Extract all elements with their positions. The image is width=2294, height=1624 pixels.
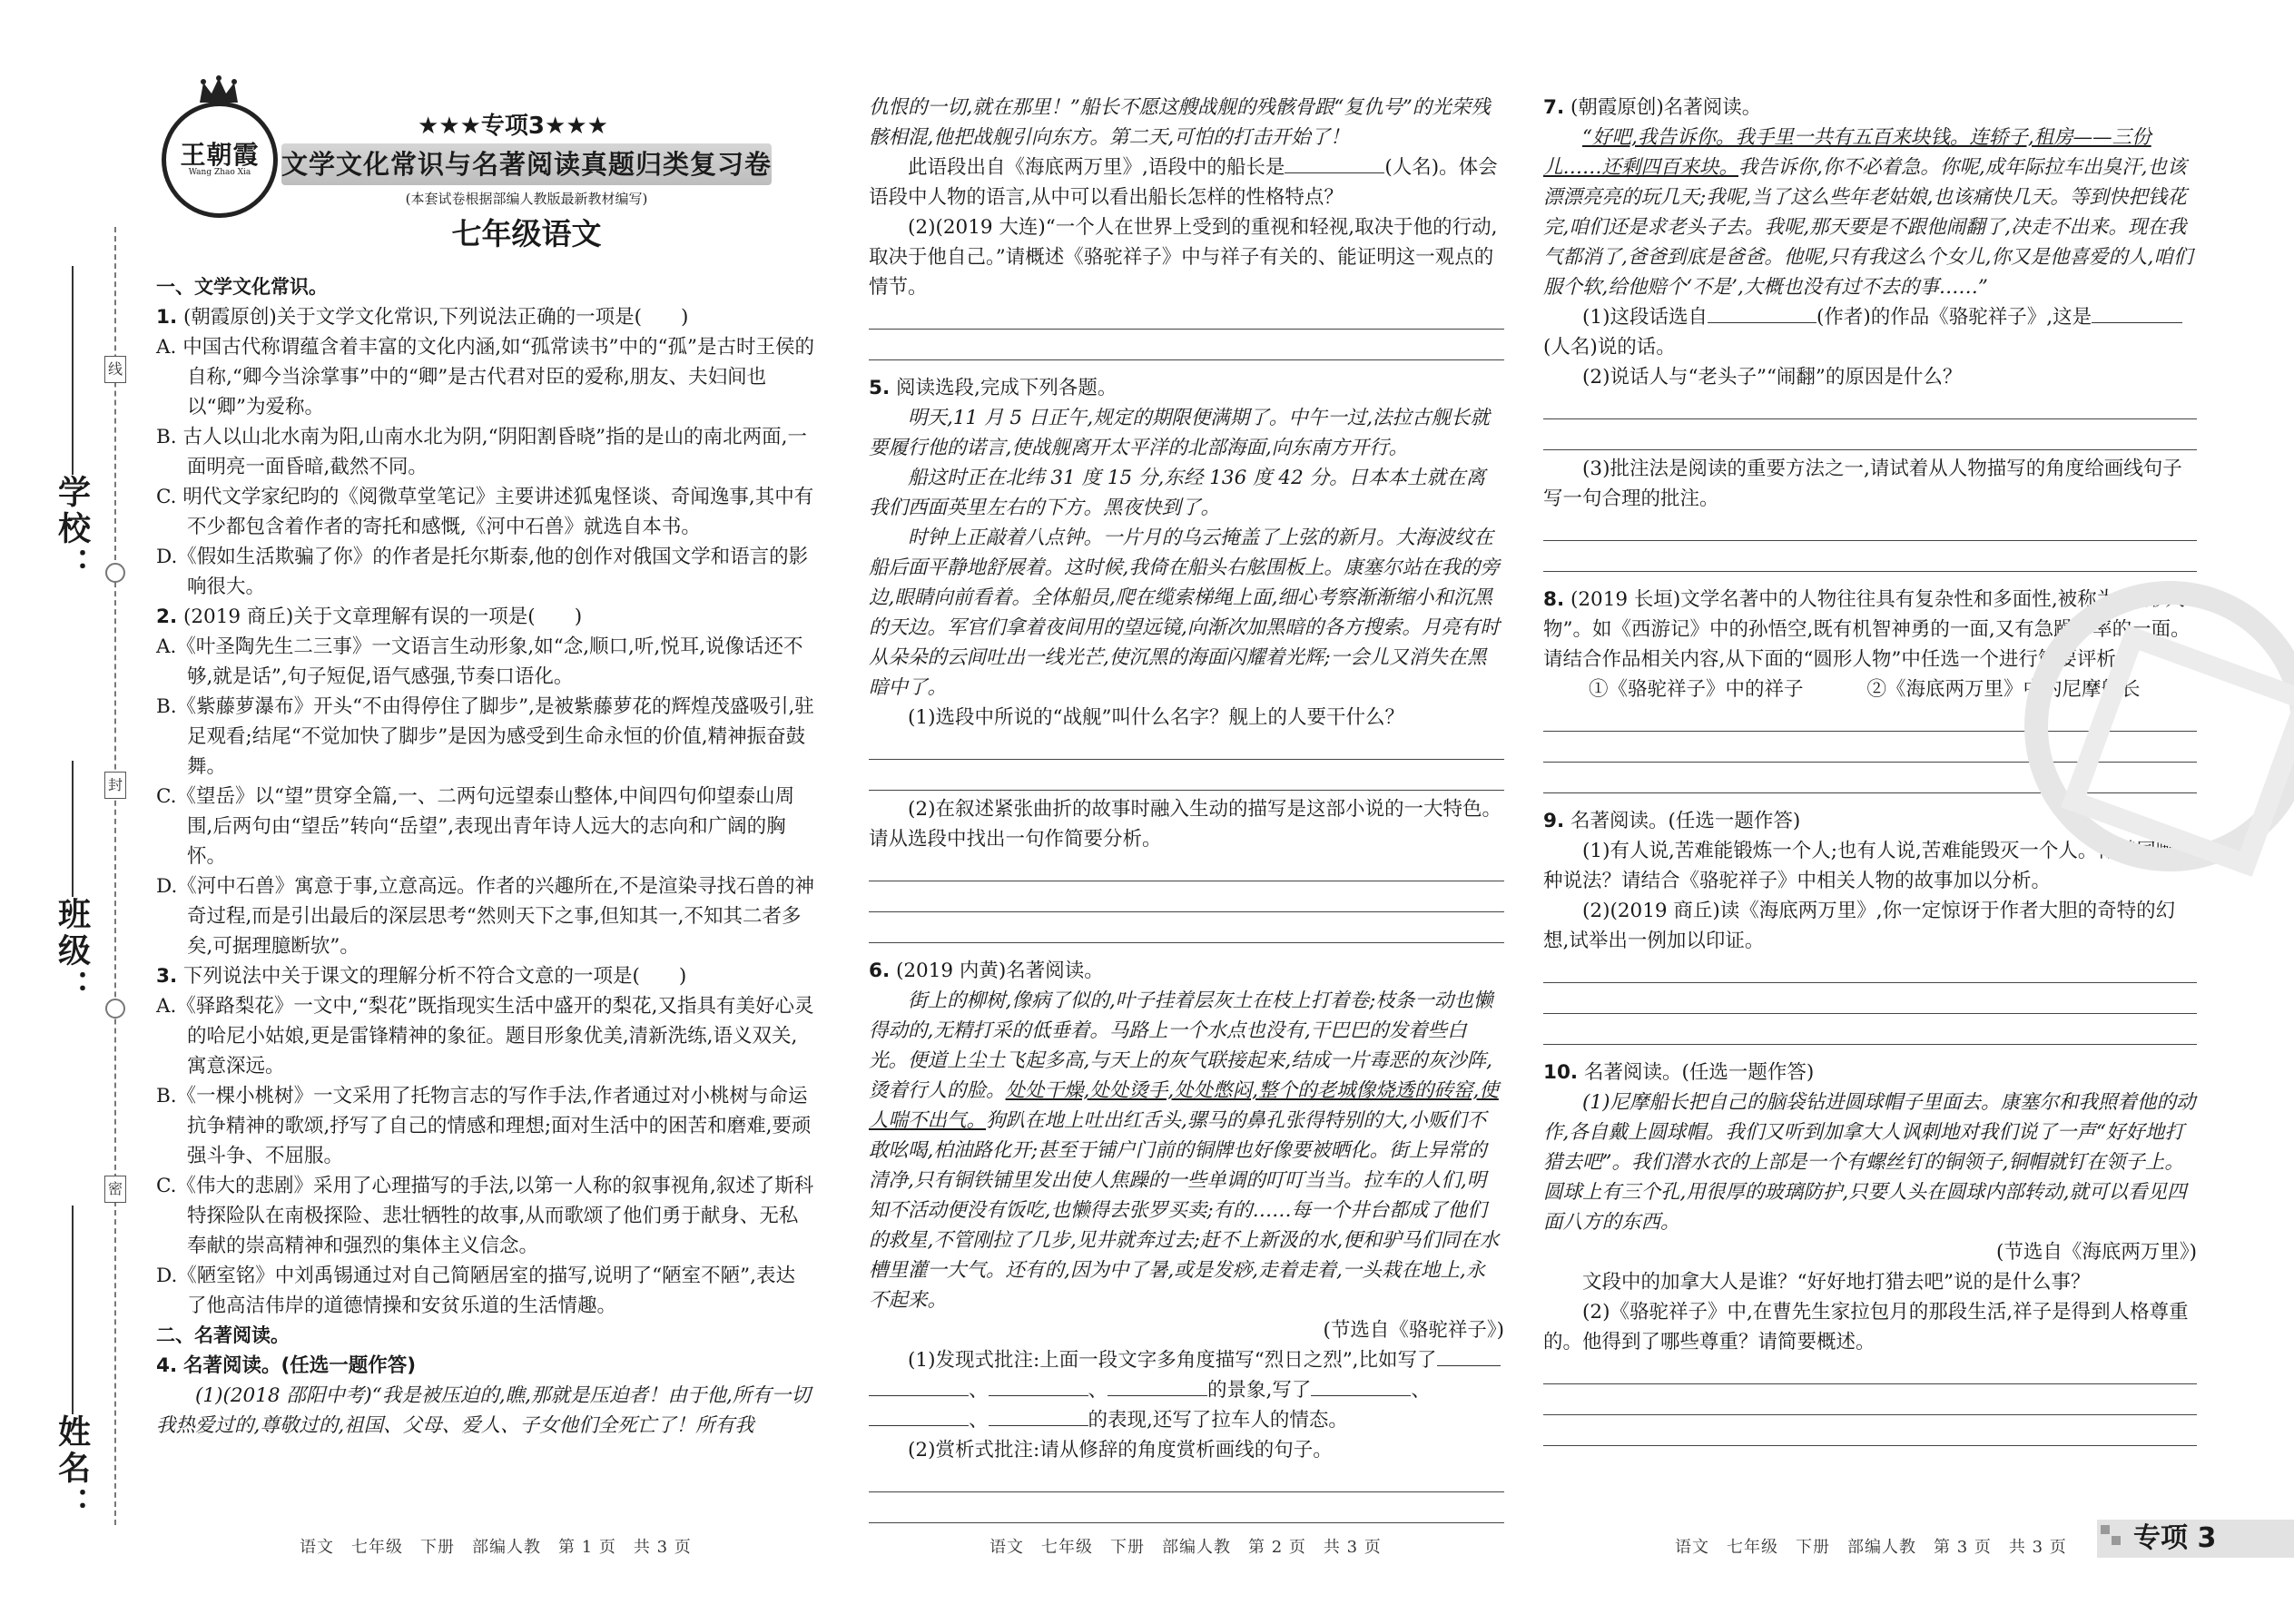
column-1 <box>156 272 814 1441</box>
school-field[interactable] <box>36 259 109 584</box>
passage-text: “好吧,我告诉你。我手里一共有五百来块钱。连轿子,租房——三份儿……还剩四百来块。我告诉你,你不必着急。你呢,成年际拉车出臭汗,也该漂漂亮亮的玩几天;我呢,当了这么些年老姑娘,也该痛快几天。等到快把钱花完,咱们还是求老头子去。我呢,那天要是不跟他闹翻了,决走不出来。现在我气都消了,爸爸到底是爸爸。他呢,只有我这么个女儿,你又是他喜爱的人,咱们服个软,给他赔个‘不是’,大概也没有过不去的事……” <box>1543 126 2193 299</box>
question-stem: 名著阅读。(任选一题作答) <box>1570 810 1801 832</box>
binding-strip <box>0 0 150 1624</box>
class-field[interactable] <box>36 753 109 1006</box>
series-label: ★★★专项3★★★ <box>418 113 608 140</box>
section-heading: 二、名著阅读。 <box>156 1324 290 1346</box>
passage-text: 仇恨的一切,就在那里！”船长不愿这艘战舰的残骸骨跟“复仇号”的光荣残骸相混,他把战舰引向东方。第二天,可怕的打击开始了！ <box>869 96 1491 149</box>
crown-icon <box>196 75 241 104</box>
answer-blank[interactable] <box>1311 1375 1411 1396</box>
option-a[interactable]: A. 中国古代称谓蕴含着丰富的文化内涵,如“孤常读书”中的“孤”是古时王侯的自称,“卿今当涂掌事”中的“卿”是古代君对臣的爱称,朋友、夫妇间也以“卿”为爱称。 <box>156 336 814 418</box>
question-stem: 名著阅读。(任选一题作答) <box>182 1354 417 1377</box>
passage-text: (1)(2018 邵阳中考)“我是被压迫的,瞧,那就是压迫者！由于他,所有一切我热爱过的,尊敬过的,祖国、父母、爱人、子女他们全死亡了！所有我 <box>156 1384 811 1437</box>
answer-line[interactable] <box>1543 1419 2197 1446</box>
binding-mark-feng: 封 <box>104 772 126 799</box>
option-c[interactable]: C. 明代文学家纪昀的《阅微草堂笔记》主要讲述狐鬼怪谈、奇闻逸事,其中有不少都包含着作者的寄托和感慨,《河中石兽》就选自本书。 <box>156 486 814 538</box>
passage-text: (1)尼摩船长把自己的脑袋钻进圆球帽子里面去。康塞尔和我照着他的动作,各自戴上圆球帽。我们又听到加拿大人讽刺地对我们说了一声“好好地打猎去吧”。我们潜水衣的上部是一个有螺丝钉的铜领子,铜帽就钉在领子上。圆球上有三个孔,用很厚的玻璃防护,只要人头在圆球内部转动,就可以看见四面八方的东西。 <box>1543 1091 2196 1234</box>
passage-text: 街上的柳树,像病了似的,叶子挂着层灰土在枝上打着卷;枝条一动也懒得动的,无精打采的低垂着。马路上一个水点也没有,干巴巴的发着些白光。便道上尘土飞起多高,与天上的灰气联接起来,结成一片毒恶的灰沙阵,烫着行人的脸。处处干燥,处处烫手,处处憋闷,整个的老城像烧透的砖窑,使人喘不出气。狗趴在地上吐出红舌头,骡马的鼻孔张得特别的大,小贩们不敢吆喝,柏油路化开;甚至于铺户门前的铜牌也好像要被晒化。街上异常的清净,只有铜铁铺里发出使人焦躁的一些单调的叮叮当当。拉车的人们,明知不活动便没有饭吃,也懒得去张罗买卖;有的……每一个井台都成了他们的救星,不管刚拉了几步,见井就奔过去;赶不上新汲的水,便和驴马们同在水槽里灌一大气。还有的,因为中了暑,或是发痧,走着走着,一头栽在地上,永不起来。 <box>869 989 1500 1312</box>
footer-badge: 专项 3 <box>2097 1520 2294 1558</box>
option-b[interactable]: B.《紫藤萝瀑布》开头“不由得停住了脚步”,是被紫藤萝花的辉煌茂盛吸引,驻足观看;结尾“不觉加快了脚步”是因为感受到生命永恒的价值,精神振奋鼓舞。 <box>156 695 814 778</box>
question-7: 7. (朝霞原创)名著阅读。 “好吧,我告诉你。我手里一共有五百来块钱。连轿子,租房——三份儿……还剩四百来块。我告诉你,你不必着急。你呢,成年际拉车出臭汗,也该漂漂亮亮的玩几天;我呢,当了这么些年老姑娘,也该痛快几天。等到快把钱花完,咱们还是求老头子去。我呢,那天要是不跟他闹翻了,决走不出来。现在我气都消了,爸爸到底是爸爸。他呢,只有我这么个女儿,你又是他喜爱的人,咱们服个软,给他赔个‘不是’,大概也没有过不去的事……” (1)这段话选自 (作者)的作品《骆驼祥子》,这是(人名)说的话。 (2)说话人与“老头子”“闹翻”的原因是什么？ (3)批注法是阅读的重要方法之一,请试着从人物描写的角度给画线句子写一句合理的批注。 <box>1543 93 2197 572</box>
choice-1[interactable]: ①《骆驼祥子》中的祥子 <box>1589 678 1804 701</box>
source-note: (节选自《骆驼祥子》) <box>1323 1319 1504 1342</box>
answer-line[interactable] <box>869 885 1504 912</box>
answer-blank[interactable] <box>1437 1345 1501 1366</box>
option-a[interactable]: A.《驿路梨花》一文中,“梨花”既指现实生活中盛开的梨花,又指具有美好心灵的哈尼小姑娘,更是雷锋精神的象征。题目形象优美,清新洗练,语义双关,寓意深远。 <box>156 995 814 1078</box>
paper-title: 文学文化常识与名著阅读真题归类复习卷 <box>281 143 772 185</box>
answer-line[interactable] <box>869 763 1504 791</box>
answer-blank[interactable] <box>989 1375 1088 1396</box>
option-a[interactable]: A.《叶圣陶先生二三事》一文语言生动形象,如“念,顺口,听,悦耳,说像话还不够,就是话”,句子短促,语气感强,节奏口语化。 <box>156 635 803 688</box>
question-3: 3. 下列说法中关于课文的理解分析不符合文意的一项是( ) A.《驿路梨花》一文中,“梨花”既指现实生活中盛开的梨花,又指具有美好心灵的哈尼小姑娘,更是雷锋精神的象征。题目形象优美,清新洗练,语义双关,寓意深远。 B.《一棵小桃树》一文采用了托物言志的写作手法,作者通过对小桃树与命运抗争精神的歌颂,抒写了自己的情感和理想;面对生活中的困苦和磨难,要顽强斗争、不屈服。 C.《伟大的悲剧》采用了心理描写的手法,以第一人称的叙事视角,叙述了斯科特探险队在南极探险、悲壮牺牲的故事,从而歌颂了他们勇于献身、无私奉献的崇高精神和强烈的集体主义信念。 D.《陋室铭》中刘禹锡通过对自己简陋居室的描写,说明了“陋室不陋”,表达了他高洁伟岸的道德情操和安贫乐道的生活情趣。 <box>156 961 814 1321</box>
sub-question: (2)说话人与“老头子”“闹翻”的原因是什么？ <box>1582 366 1963 389</box>
answer-line[interactable] <box>1543 545 2197 572</box>
option-c[interactable]: C.《望岳》以“望”贯穿全篇,一、二两句远望泰山整体,中间四句仰望泰山周围,后两句由“望岳”转向“岳望”,表现出青年诗人远大的志向和广阔的胸怀。 <box>156 785 795 868</box>
sub-question: (2)赏析式批注:请从修辞的角度赏析画线的句子。 <box>908 1439 1333 1462</box>
answer-blank[interactable] <box>2092 302 2182 323</box>
question-2: 2. (2019 商丘)关于文章理解有误的一项是( ) A.《叶圣陶先生二三事》一文语言生动形象,如“念,顺口,听,悦耳,说像话还不够,就是话”,句子短促,语气感强,节奏口语化。 B.《紫藤萝瀑布》开头“不由得停住了脚步”,是被紫藤萝花的辉煌茂盛吸引,驻足观看;结尾“不觉加快了脚步”是因为感受到生命永恒的价值,精神振奋鼓舞。 C.《望岳》以“望”贯穿全篇,一、二两句远望泰山整体,中间四句仰望泰山周围,后两句由“望岳”转向“岳望”,表现出青年诗人远大的志向和广阔的胸怀。 D.《河中石兽》寓意于事,立意高远。作者的兴趣所在,不是渲染寻找石兽的神奇过程,而是引出最后的深层思考“然则天下之事,但知其一,不知其二者多矣,可据理臆断欤”。 <box>156 602 814 961</box>
option-d[interactable]: D.《河中石兽》寓意于事,立意高远。作者的兴趣所在,不是渲染寻找石兽的神奇过程,而是引出最后的深层思考“然则天下之事,但知其一,不知其二者多矣,可据理臆断欤”。 <box>156 875 814 958</box>
answer-line[interactable] <box>869 733 1504 760</box>
answer-line[interactable] <box>1543 1388 2197 1415</box>
question-stem: 下列说法中关于课文的理解分析不符合文意的一项是( ) <box>182 965 687 988</box>
sub-question: 文段中的加拿大人是谁？“好好地打猎去吧”说的是什么事？ <box>1582 1271 2091 1294</box>
answer-blank[interactable] <box>869 1375 969 1396</box>
publisher-logo <box>162 102 278 218</box>
option-d[interactable]: D.《假如生活欺骗了你》的作者是托尔斯泰,他的创作对俄国文学和语言的影响很大。 <box>156 546 809 598</box>
column-2: 仇恨的一切,就在那里！”船长不愿这艘战舰的残骸骨跟“复仇号”的光荣残骸相混,他把战舰引向东方。第二天,可怕的打击开始了！ 此语段出自《海底两万里》,语段中的船长是 (人名)。体会语段中人物的语言,从中可以看出船长怎样的性格特点？ (2)(2019 大连)“一个人在世界上受到的重视和轻视,取决于他的行动,取决于他自己。”请概述《骆驼祥子》中与祥子有关的、能证明这一观点的情节。 5. 阅读选段,完成下列各题。 明天,11 月 5 日正午,规定的期限便满期了。中午一过,法拉古舰长就要履行他的诺言,使战舰离开太平洋的北部海面,向东南方开行。 船这时正在北纬 31 度 15 分,东经 136 度 42 分。日本本土就在离我们西面英里左右的下方。黑夜快到了。 时钟上正敲着八点钟。一片月的乌云掩盖了上弦的新月。大海波纹在船后面平静地舒展着。这时候,我倚在船头右舷围板上。康塞尔站在我的旁边,眼睛向前看着。全体船员,爬在缆索梯绳上面,细心考察渐渐缩小和沉黑的天边。军官们拿着夜间用的望远镜,向渐次加黑暗的各方搜索。月亮有时从朵朵的云间吐出一线光芒,使沉黑的海面闪耀着光辉;一会儿又消失在黑暗中了。 (1)选段中所说的“战舰”叫什么名字？舰上的人要干什么？ (2)在叙述紧张曲折的故事时融入生动的描写是这部小说的一大特色。请从选段中找出一句作简要分析。 6. (2019 内黄)名著阅读。 街上的柳树,像病了似的,叶子挂着层灰土在枝上打着卷;枝条一动也懒得动的,无精打采的低垂着。马路上一个水点也没有,干巴巴的发着些白光。便道上尘土飞起多高,与天上的灰气联接起来,结成一片毒恶的灰沙阵,烫着行人的脸。处处干燥,处处烫手,处处憋闷,整个的老城像烧透的砖窑,使人喘不出气。狗趴在地上吐出红舌头,骡马的鼻孔张得特别的大,小贩们不敢吆喝,柏油路化开;甚至于铺户门前的铜牌也好像要被晒化。街上异常的清净,只有铜铁铺里发出使人焦躁的一些单调的叮叮当当。拉车的人们,明知不活动便没有饭吃,也懒得去张罗买卖;有的……每一个井台都成了他们的救星,不管刚拉了几步,见井就奔过去;赶不上新汲的水,便和驴马们同在水槽里灌一大气。还有的,因为中了暑,或是发痧,走着走着,一头栽在地上,永不起来。 (节选自《骆驼祥子》) (1)发现式批注:上面一段文字多角度描写“烈日之烈”,比如写了 、 、 的景象,写了 、、 的表现,还写了拉车人的情态。 (2)赏析式批注:请从修辞的角度赏析画线的句子。 <box>869 93 1504 1527</box>
answer-line[interactable] <box>1543 423 2197 450</box>
answer-blank[interactable] <box>1108 1375 1207 1396</box>
underlined-sentence: “好吧,我告诉你。我手里一共有五百来块钱。连轿子,租房——三份儿……还剩四百来块。 <box>1543 126 2151 179</box>
answer-blank[interactable] <box>869 1405 969 1426</box>
sub-question: (1)有人说,苦难能锻炼一个人;也有人说,苦难能毁灭一个人。你赞同哪一种说法？请结合《骆驼祥子》中相关人物的故事加以分析。 <box>1543 840 2195 892</box>
binding-mark-xian: 线 <box>104 356 126 383</box>
answer-line[interactable] <box>1543 956 2197 983</box>
answer-line[interactable] <box>869 1465 1504 1492</box>
question-5: 5. 阅读选段,完成下列各题。 明天,11 月 5 日正午,规定的期限便满期了。中午一过,法拉古舰长就要履行他的诺言,使战舰离开太平洋的北部海面,向东南方开行。 船这时正在北纬 31 度 15 分,东经 136 度 42 分。日本本土就在离我们西面英里左右的下方。黑夜快到了。 时钟上正敲着八点钟。一片月的乌云掩盖了上弦的新月。大海波纹在船后面平静地舒展着。这时候,我倚在船头右舷围板上。康塞尔站在我的旁边,眼睛向前看着。全体船员,爬在缆索梯绳上面,细心考察渐渐缩小和沉黑的天边。军官们拿着夜间用的望远镜,向渐次加黑暗的各方搜索。月亮有时从朵朵的云间吐出一线光芒,使沉黑的海面闪耀着光辉;一会儿又消失在黑暗中了。 (1)选段中所说的“战舰”叫什么名字？舰上的人要干什么？ (2)在叙述紧张曲折的故事时融入生动的描写是这部小说的一大特色。请从选段中找出一句作简要分析。 <box>869 373 1504 943</box>
question-8: 8. (2019 长垣)文学名著中的人物往往具有复杂性和多面性,被称为“圆形人物”。如《西游记》中的孙悟空,既有机智神勇的一面,又有急躁草率的一面。请结合作品相关内容,从下面的“圆形人物”中任选一个进行简要评析。 ①《骆驼祥子》中的祥子 ②《海底两万里》中的尼摩船长 <box>1543 585 2197 793</box>
sub-question: (2)(2019 大连)“一个人在世界上受到的重视和轻视,取决于他的行动,取决于他自己。”请概述《骆驼祥子》中与祥子有关的、能证明这一观点的情节。 <box>869 216 1498 299</box>
answer-line[interactable] <box>869 302 1504 330</box>
page-footer-1: 语文 七年级 下册 部编人教 第 1 页 共 3 页 <box>300 1538 692 1557</box>
passage-text: 明天,11 月 5 日正午,规定的期限便满期了。中午一过,法拉古舰长就要履行他的诺言,使战舰离开太平洋的北部海面,向东南方开行。 <box>869 407 1491 459</box>
sub-question: (2)(2019 商丘)读《海底两万里》,你一定惊讶于作者大胆的奇特的幻想,试举出一例加以印证。 <box>1543 900 2176 952</box>
binding-dashed-line <box>114 227 116 1525</box>
question-9: 9. 名著阅读。(任选一题作答) (1)有人说,苦难能锻炼一个人;也有人说,苦难能毁灭一个人。你赞同哪一种说法？请结合《骆驼祥子》中相关人物的故事加以分析。 (2)(2019 商丘)读《海底两万里》,你一定惊讶于作者大胆的奇特的幻想,试举出一例加以印证。 <box>1543 806 2197 1045</box>
name-field[interactable] <box>36 1198 109 1523</box>
answer-line[interactable] <box>1543 392 2197 419</box>
option-c[interactable]: C.《伟大的悲剧》采用了心理描写的手法,以第一人称的叙事视角,叙述了斯科特探险队在南极探险、悲壮牺牲的故事,从而歌颂了他们勇于献身、无私奉献的崇高精神和强烈的集体主义信念。 <box>156 1175 814 1257</box>
name-label: 姓名： <box>53 1414 92 1523</box>
question-1: 1. (朝霞原创)关于文学文化常识,下列说法正确的一项是( ) A. 中国古代称谓蕴含着丰富的文化内涵,如“孤常读书”中的“孤”是古时王侯的自称,“卿今当涂掌事”中的“卿”是古代君对臣的爱称,朋友、夫妇间也以“卿”为爱称。 B. 古人以山北水南为阳,山南水北为阴,“阴阳割昏晓”指的是山的南北两面,一面明亮一面昏暗,截然不同。 C. 明代文学家纪昀的《阅微草堂笔记》主要讲述狐鬼怪谈、奇闻逸事,其中有不少都包含着作者的寄托和感慨,《河中石兽》就选自本书。 D.《假如生活欺骗了你》的作者是托尔斯泰,他的创作对俄国文学和语言的影响很大。 <box>156 302 814 602</box>
option-b[interactable]: B. 古人以山北水南为阳,山南水北为阴,“阴阳割昏晓”指的是山的南北两面,一面明亮一面昏暗,截然不同。 <box>156 426 807 478</box>
option-d[interactable]: D.《陋室铭》中刘禹锡通过对自己简陋居室的描写,说明了“陋室不陋”,表达了他高洁伟岸的道德情操和安贫乐道的生活情趣。 <box>156 1265 795 1317</box>
question-stem: (朝霞原创)关于文学文化常识,下列说法正确的一项是( ) <box>182 306 689 329</box>
answer-line[interactable] <box>869 1496 1504 1523</box>
source-note: (节选自《海底两万里》) <box>1995 1241 2197 1264</box>
answer-blank[interactable] <box>1285 153 1384 173</box>
answer-blank[interactable] <box>989 1405 1088 1426</box>
question-4: 4. 名著阅读。(任选一题作答) (1)(2018 邵阳中考)“我是被压迫的,瞧,那就是压迫者！由于他,所有一切我热爱过的,尊敬过的,祖国、父母、爱人、子女他们全死亡了！所有我 <box>156 1351 814 1441</box>
answer-line[interactable] <box>1543 1357 2197 1384</box>
paper-note: (本套试卷根据部编人教版最新教材编写) <box>405 191 648 207</box>
sub-question: (1)选段中所说的“战舰”叫什么名字？舰上的人要干什么？ <box>908 706 1404 729</box>
question-stem: (2019 长垣)文学名著中的人物往往具有复杂性和多面性,被称为“圆形人物”。如《西游记》中的孙悟空,既有机智神勇的一面,又有急躁草率的一面。请结合作品相关内容,从下面的“圆形人物”中任选一个进行简要评析。 <box>1543 588 2191 671</box>
class-label: 班级： <box>53 897 92 1006</box>
option-b[interactable]: B.《一棵小桃树》一文采用了托物言志的写作手法,作者通过对小桃树与命运抗争精神的歌颂,抒写了自己的情感和理想;面对生活中的困苦和磨难,要顽强斗争、不屈服。 <box>156 1085 812 1167</box>
choice-2[interactable]: ②《海底两万里》中的尼摩船长 <box>1866 678 2141 701</box>
section-heading: 一、文学文化常识。 <box>156 276 328 298</box>
school-label: 学校： <box>53 475 92 584</box>
underlined-sentence: 处处干燥,处处烫手,处处憋闷,整个的老城像烧透的砖窑,使人喘不出气。 <box>869 1079 1499 1132</box>
logo-text: 王朝霞 <box>180 140 260 170</box>
sub-question: (3)批注法是阅读的重要方法之一,请试着从人物描写的角度给画线句子写一句合理的批注。 <box>1543 458 2182 510</box>
sub-question: (2)《骆驼祥子》中,在曹先生家拉包月的那段生活,祥子是得到人格尊重的。他得到了哪些尊重？请简要概述。 <box>1543 1301 2189 1353</box>
answer-line[interactable] <box>869 916 1504 943</box>
logo-subtext: Wang Zhao Xia <box>188 168 251 177</box>
passage-text: 时钟上正敲着八点钟。一片月的乌云掩盖了上弦的新月。大海波纹在船后面平静地舒展着。这时候,我倚在船头右舷围板上。康塞尔站在我的旁边,眼睛向前看着。全体船员,爬在缆索梯绳上面,细心考察渐渐缩小和沉黑的天边。军官们拿着夜间用的望远镜,向渐次加黑暗的各方搜索。月亮有时从朵朵的云间吐出一线光芒,使沉黑的海面闪耀着光辉;一会儿又消失在黑暗中了。 <box>869 527 1500 699</box>
page-footer-2: 语文 七年级 下册 部编人教 第 2 页 共 3 页 <box>989 1538 1382 1557</box>
binding-mark-mi: 密 <box>104 1176 126 1203</box>
badge-square-icon <box>2112 1536 2121 1545</box>
question-6: 6. (2019 内黄)名著阅读。 街上的柳树,像病了似的,叶子挂着层灰土在枝上打着卷;枝条一动也懒得动的,无精打采的低垂着。马路上一个水点也没有,干巴巴的发着些白光。便道上尘土飞起多高,与天上的灰气联接起来,结成一片毒恶的灰沙阵,烫着行人的脸。处处干燥,处处烫手,处处憋闷,整个的老城像烧透的砖窑,使人喘不出气。狗趴在地上吐出红舌头,骡马的鼻孔张得特别的大,小贩们不敢吆喝,柏油路化开;甚至于铺户门前的铜牌也好像要被晒化。街上异常的清净,只有铜铁铺里发出使人焦躁的一些单调的叮叮当当。拉车的人们,明知不活动便没有饭吃,也懒得去张罗买卖;有的……每一个井台都成了他们的救星,不管刚拉了几步,见井就奔过去;赶不上新汲的水,便和驴马们同在水槽里灌一大气。还有的,因为中了暑,或是发痧,走着走着,一头栽在地上,永不起来。 (节选自《骆驼祥子》) (1)发现式批注:上面一段文字多角度描写“烈日之烈”,比如写了 、 、 的景象,写了 、、 的表现,还写了拉车人的情态。 (2)赏析式批注:请从修辞的角度赏析画线的句子。 <box>869 956 1504 1523</box>
question-stem: 阅读选段,完成下列各题。 <box>895 377 1117 399</box>
answer-line[interactable] <box>1543 514 2197 541</box>
page-footer-3: 语文 七年级 下册 部编人教 第 3 页 共 3 页 <box>1675 1538 2067 1557</box>
badge-square-icon <box>2101 1525 2110 1534</box>
answer-blank[interactable] <box>1708 302 1816 323</box>
question-stem: (2019 商丘)关于文章理解有误的一项是( ) <box>182 605 583 628</box>
sub-question: (2)在叙述紧张曲折的故事时融入生动的描写是这部小说的一大特色。请从选段中找出一句作简要分析。 <box>869 798 1501 851</box>
question-10: 10. 名著阅读。(任选一题作答) (1)尼摩船长把自己的脑袋钻进圆球帽子里面去。康塞尔和我照着他的动作,各自戴上圆球帽。我们又听到加拿大人讽刺地对我们说了一声“好好地打猎去吧”。我们潜水衣的上部是一个有螺丝钉的铜领子,铜帽就钉在领子上。圆球上有三个孔,用很厚的玻璃防护,只要人头在圆球内部转动,就可以看见四面八方的东西。 (节选自《海底两万里》) 文段中的加拿大人是谁？“好好地打猎去吧”说的是什么事？ (2)《骆驼祥子》中,在曹先生家拉包月的那段生活,祥子是得到人格尊重的。他得到了哪些尊重？请简要概述。 <box>1543 1058 2197 1446</box>
passage-text: 船这时正在北纬 31 度 15 分,东经 136 度 42 分。日本本土就在离我们西面英里左右的下方。黑夜快到了。 <box>869 467 1486 519</box>
paper-grade: 七年级语文 <box>451 216 602 251</box>
question-stem: (朝霞原创)名著阅读。 <box>1570 96 1762 119</box>
answer-line[interactable] <box>869 854 1504 881</box>
answer-line[interactable] <box>1543 987 2197 1014</box>
answer-line[interactable] <box>1543 1018 2197 1045</box>
answer-line[interactable] <box>869 333 1504 360</box>
question-stem: 名著阅读。(任选一题作答) <box>1583 1061 1815 1084</box>
question-stem: (2019 内黄)名著阅读。 <box>895 960 1104 982</box>
